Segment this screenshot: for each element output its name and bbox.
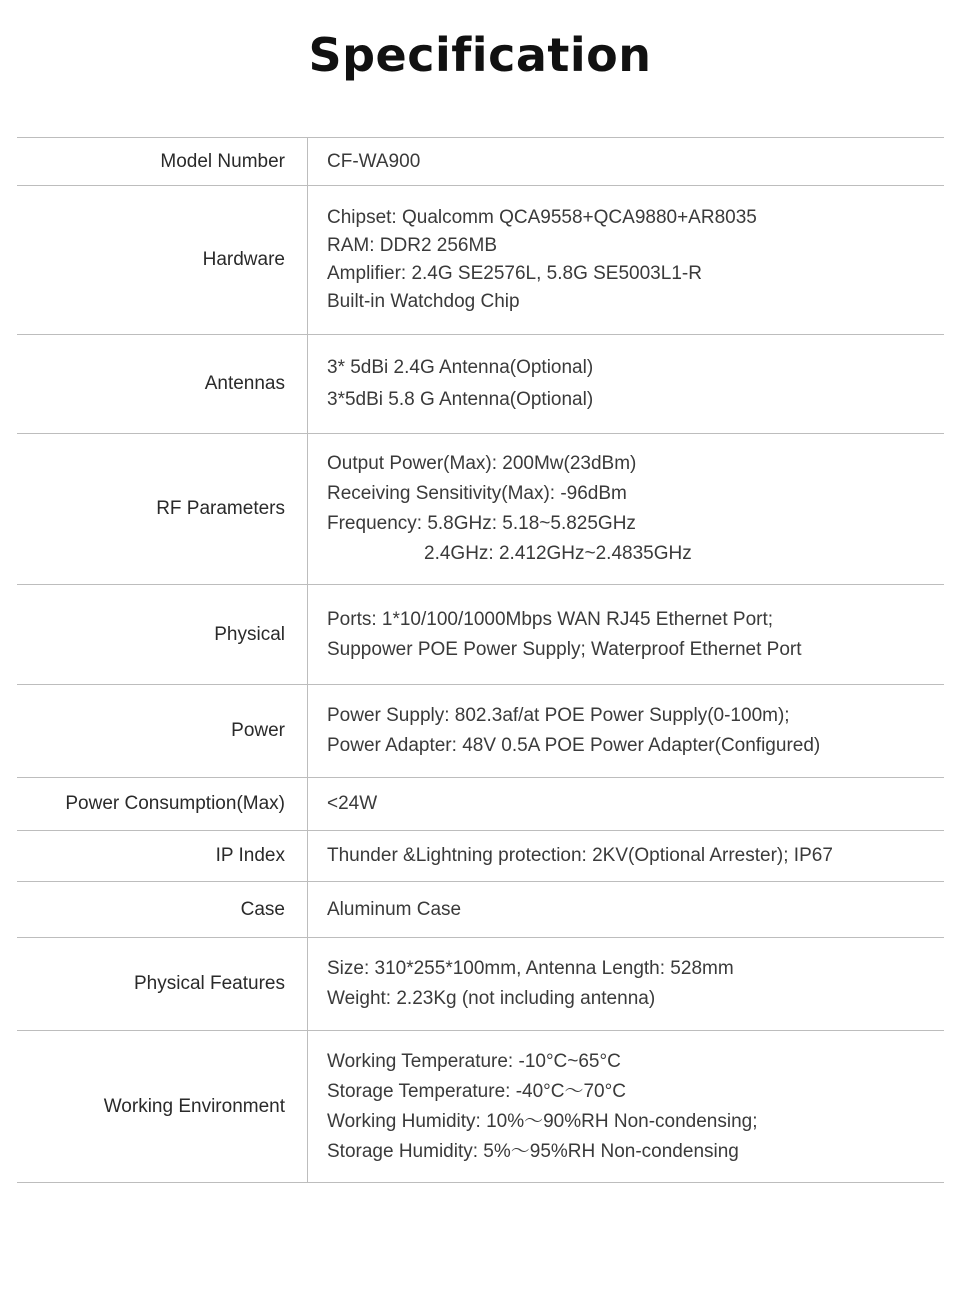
spec-line: RAM: DDR2 256MB [327,235,497,256]
spec-label: IP Index [17,831,308,881]
spec-value [308,335,944,433]
spec-line: Thunder &Lightning protection: 2KV(Optional Arrester); IP67 [327,845,833,866]
spec-value [308,585,944,684]
spec-table [17,137,944,1183]
spec-label: Antennas [17,335,308,433]
spec-line: Ports: 1*10/100/1000Mbps WAN RJ45 Ethernet Port; [327,608,774,630]
spec-row-working-environment [17,1031,944,1183]
spec-line: Suppower POE Power Supply; Waterproof Ethernet Port [327,638,802,660]
spec-line: 3*5dBi 5.8 G Antenna(Optional) [327,389,594,410]
spec-line: Storage Humidity: 5%～95%RH Non-condensing [327,1140,739,1162]
spec-line: Working Humidity: 10%～90%RH Non-condensing; [327,1110,758,1132]
spec-row-antennas [17,335,944,434]
spec-row-ip-index [17,831,944,882]
spec-row-physical-features [17,938,944,1031]
spec-line: Aluminum Case [327,898,462,920]
spec-line: 3* 5dBi 2.4G Antenna(Optional) [327,357,594,378]
spec-label: Power [17,685,308,777]
spec-label: Power Consumption(Max) [17,778,308,830]
spec-value [308,882,944,937]
spec-line: Receiving Sensitivity(Max): -96dBm [327,483,627,504]
spec-row-physical [17,585,944,685]
spec-value [308,778,944,830]
spec-label: Model Number [17,138,308,185]
spec-line: <24W [327,793,378,814]
spec-row-model-number [17,138,944,186]
spec-line: Working Temperature: -10°C~65°C [327,1050,621,1072]
spec-line: Chipset: Qualcomm QCA9558+QCA9880+AR8035 [327,207,757,228]
spec-row-case [17,882,944,938]
spec-label: RF Parameters [17,434,308,584]
page-title: Specification [308,28,652,82]
spec-line: Power Adapter: 48V 0.5A POE Power Adapter(Configured) [327,735,821,756]
spec-value [308,434,944,584]
spec-value [308,1031,944,1182]
spec-label: Physical [17,585,308,684]
spec-row-power-consumption [17,778,944,831]
spec-value [308,138,944,185]
spec-line: Amplifier: 2.4G SE2576L, 5.8G SE5003L1-R [327,263,702,284]
spec-label: Case [17,882,308,937]
spec-line: Storage Temperature: -40°C～70°C [327,1080,626,1102]
spec-line: CF-WA900 [327,150,421,172]
spec-line: Power Supply: 802.3af/at POE Power Supply(0-100m); [327,705,790,726]
spec-row-power [17,685,944,778]
spec-value [308,685,944,777]
spec-label: Physical Features [17,938,308,1030]
spec-line: 2.4GHz: 2.412GHz~2.4835GHz [424,543,692,564]
spec-value [308,186,944,334]
spec-line: Built-in Watchdog Chip [327,291,520,312]
spec-label: Hardware [17,186,308,334]
spec-row-rf-parameters [17,434,944,585]
spec-value [308,831,944,881]
spec-label: Working Environment [17,1031,308,1182]
spec-row-hardware [17,186,944,335]
spec-line: Size: 310*255*100mm, Antenna Length: 528mm [327,958,734,979]
spec-line: Frequency: 5.8GHz: 5.18~5.825GHz [327,513,636,534]
spec-line: Weight: 2.23Kg (not including antenna) [327,988,656,1009]
spec-value [308,938,944,1030]
spec-line: Output Power(Max): 200Mw(23dBm) [327,453,637,474]
